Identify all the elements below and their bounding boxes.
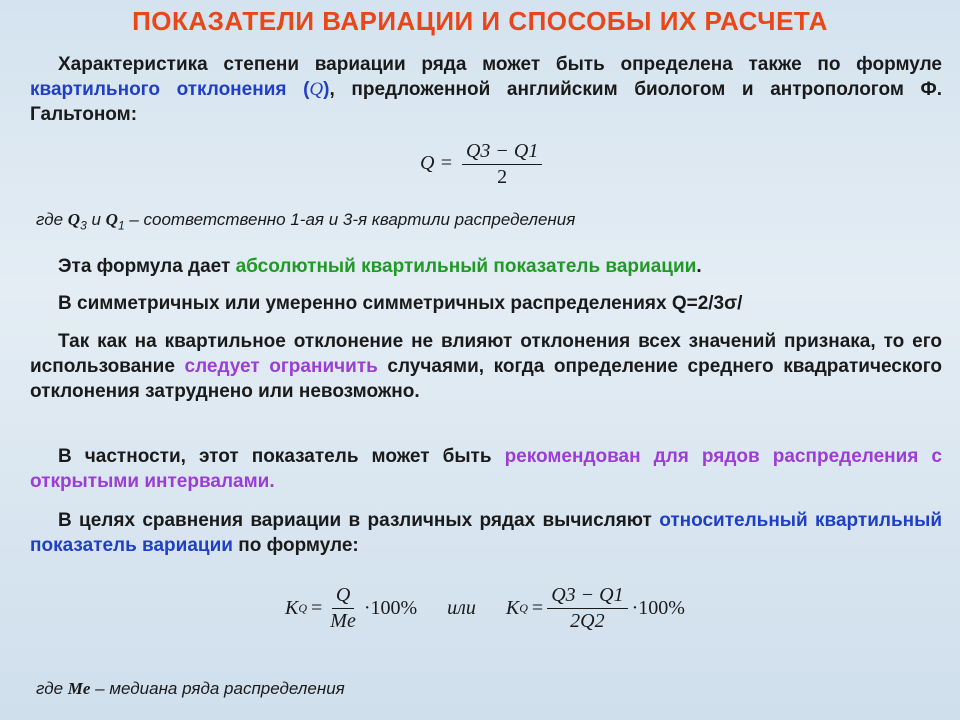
highlight-absolute: абсолютный квартильный показатель вариации — [235, 256, 697, 277]
formula2-fraction-2: $\frac{Q3 - Q1}{2Q2}$ — [547, 584, 627, 633]
formula1-denominator: 2 — [497, 166, 508, 188]
formula-quartile-deviation — [420, 140, 546, 189]
formula2-k: K — [285, 597, 299, 619]
paragraph-open-intervals: В частности, этот показатель может быть рекомендован для рядов распределения с открытыми интервалами. — [30, 446, 942, 492]
intro-text-1: Характеристика степени вариации ряда может быть определена также по формуле — [58, 54, 942, 75]
note-median: где Me – медиана ряда распределения — [36, 679, 345, 698]
formula2-eq-2: = — [531, 597, 544, 619]
formula2-eq: = — [311, 597, 323, 619]
note-quartiles: где $Q_3$ и $Q_1$ – соответственно 1-ая и 3-я квартили распределения — [36, 210, 576, 233]
formula1-fraction — [462, 140, 542, 189]
highlight-recommended: рекомендован для рядов распределения с открытыми интервалами. — [30, 446, 942, 492]
formula1-numerator: Q3 − Q1 — [462, 140, 542, 165]
intro-paragraph — [30, 52, 942, 127]
intro-q-symbol: Q — [309, 79, 324, 100]
formula2-k-2: K — [505, 597, 520, 619]
paragraph-limitations: Так как на квартильное отклонение не влияют отклонения всех значений признака, то его использование следует ограничить случаями, когда определение среднего квадратического отклонения затруднено или невозможно. — [30, 331, 942, 402]
formula1-lhs: Q = — [420, 152, 453, 175]
formula2-k-sub: Q — [298, 601, 308, 615]
paragraph-symmetric: В симметричных или умеренно симметричных распределениях Q=2/3σ/ — [58, 293, 743, 314]
highlight-relative: относительный квартильный показатель вариации — [30, 510, 943, 556]
paragraph-relative-indicator: В целях сравнения вариации в различных рядах вычисляют относительный квартильный показатель вариации по формуле: — [30, 510, 943, 556]
formula2-mult-1: ·100% — [363, 597, 418, 619]
page-title: ПОКАЗАТЕЛИ ВАРИАЦИИ И СПОСОБЫ ИХ РАСЧЕТА — [132, 6, 828, 36]
intro-highlight: квартильного отклонения (Q) — [30, 79, 330, 100]
formula-relative-quartile — [285, 584, 685, 633]
paragraph-absolute-indicator: Эта формула дает абсолютный квартильный показатель вариации. — [58, 256, 702, 277]
intro-text-2: , предложенной английским биологом и антропологом Ф. Гальтоном: — [30, 79, 942, 125]
formula2-or: или — [447, 597, 476, 619]
highlight-limit: следует ограничить — [184, 356, 378, 377]
formula2-fraction-1: $\frac{Q}{Me}$ — [330, 584, 356, 632]
formula2-mult-2: ·100% — [631, 597, 685, 619]
formula2-k-sub-2: Q — [519, 601, 528, 615]
